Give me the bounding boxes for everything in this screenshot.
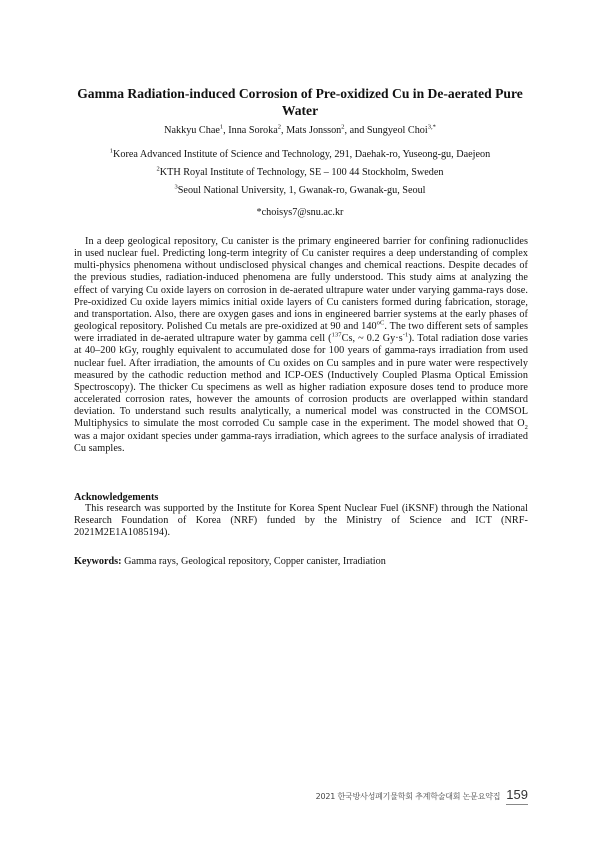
author-separator: , and — [344, 125, 367, 136]
author-name: Sungyeol Choi — [366, 125, 428, 136]
author-name: Nakkyu Chae — [164, 125, 220, 136]
affiliation — [40, 184, 560, 197]
isotope-mass: 137 — [331, 331, 342, 339]
degree-mark: oC — [376, 319, 385, 327]
acknowledgements-text: This research was supported by the Institute for Korea Spent Nuclear Fuel (iKSNF) through the National Research Foundation of Korea (NRF) funded by the Ministry of Science and ICT (NRF-2021M2E1A1085194). — [74, 503, 528, 539]
keywords-text: Gamma rays, Geological repository, Copper canister, Irradiation — [121, 556, 386, 567]
paper-title: Gamma Radiation-induced Corrosion of Pre-oxidized Cu in De-aerated Pure Water — [77, 86, 523, 118]
affiliation — [40, 166, 560, 179]
author-affiliation-mark: 1 — [219, 123, 224, 131]
affiliation-text: Seoul National University, 1, Gwanak-ro, Gwanak-gu, Seoul — [177, 185, 426, 196]
corresponding-email: *choisys7@snu.ac.kr — [256, 207, 344, 218]
affiliation-text: Korea Advanced Institute of Science and Technology, 291, Daehak-ro, Yuseong-gu, Daejeon — [113, 149, 491, 160]
affiliation-mark: 2 — [156, 165, 160, 173]
abstract-body — [74, 236, 528, 455]
oxygen-subscript: 2 — [524, 424, 528, 432]
dose-rate-exponent: -1 — [402, 331, 409, 339]
affiliation-mark: 1 — [109, 147, 114, 155]
affiliation-mark: 3 — [174, 183, 178, 191]
abstract-text: was a major oxidant species under gamma-rays irradiation, which agrees to the surface analysis of irradiated Cu samples. — [74, 430, 528, 454]
author-list — [40, 124, 560, 137]
acknowledgements-heading: Acknowledgements — [74, 492, 159, 503]
affiliation — [40, 148, 560, 161]
footer-divider — [506, 804, 528, 805]
author-affiliation-mark: 2 — [341, 123, 345, 131]
author-name: Mats Jonsson — [286, 125, 342, 136]
author-name: Inna Soroka — [228, 125, 278, 136]
page-number: 159 — [506, 787, 528, 802]
abstract-text: In a deep geological repository, Cu canister is the primary engineered barrier for confining radionuclides in used nuclear fuel. Predicting long-term integrity of Cu canister requires a deep understanding of complex multi-physics phenomena without undisclosed physical changes and chemical reactions. Despite decades of the previous studies, radiation-induced phenomena are fully understood. This study aims at analyzing the effect of varying Cu oxide layers on corrosion in de-aerated ultrapure water under varying gamma-rays dose. Pre-oxidized Cu oxide layers mimics initial oxide layers of Cu canisters formed during fabrication, storage, and transportation. Also, there are oxygen gases and ions in engineered barrier systems at the early phases of geological repository. Polished Cu metals are pre-oxidized at 90 and 140 — [74, 236, 528, 333]
author-affiliation-mark: 3,* — [427, 123, 436, 131]
author-separator: , — [280, 125, 287, 136]
keywords-label: Keywords: — [74, 556, 122, 567]
page-footer — [316, 787, 528, 805]
isotope-dose-rate: Cs, ~ 0.2 Gy·s — [341, 333, 403, 345]
keywords-line — [74, 555, 528, 568]
author-affiliation-mark: 2 — [277, 123, 281, 131]
abstract-text: . The two different sets of samples were irradiated in de-aerated ultrapure water by gamma cell ( — [74, 321, 529, 345]
conference-name: 2021 한국방사성폐기물학회 추계학술대회 논문요약집 — [315, 792, 501, 801]
abstract-text: ). Total radiation dose varies at 40–200 kGy, roughly equivalent to accumulated dose for 100 years of gamma-rays irradiation from used nuclear fuel. After irradiation, the amounts of Cu oxides on Cu samples and in pure water were respectively measured by the cathodic reduction method and ICP-OES (Inductively Coupled Plasma Optical Emission Spectroscopy). The thicker Cu specimens as well as higher radiation exposure doses tend to produce more accelerated corrosion rates, however the amounts of corrosion products are overlapped within standard deviation. To understand such results analytically, a numerical model was constructed in the COMSOL Multiphysics to simulate the most corroded Cu sample case in the experiment. The model showed that O — [74, 333, 528, 430]
author-separator: , — [223, 125, 229, 136]
affiliation-text: KTH Royal Institute of Technology, SE – 100 44 Stockholm, Sweden — [159, 167, 444, 178]
